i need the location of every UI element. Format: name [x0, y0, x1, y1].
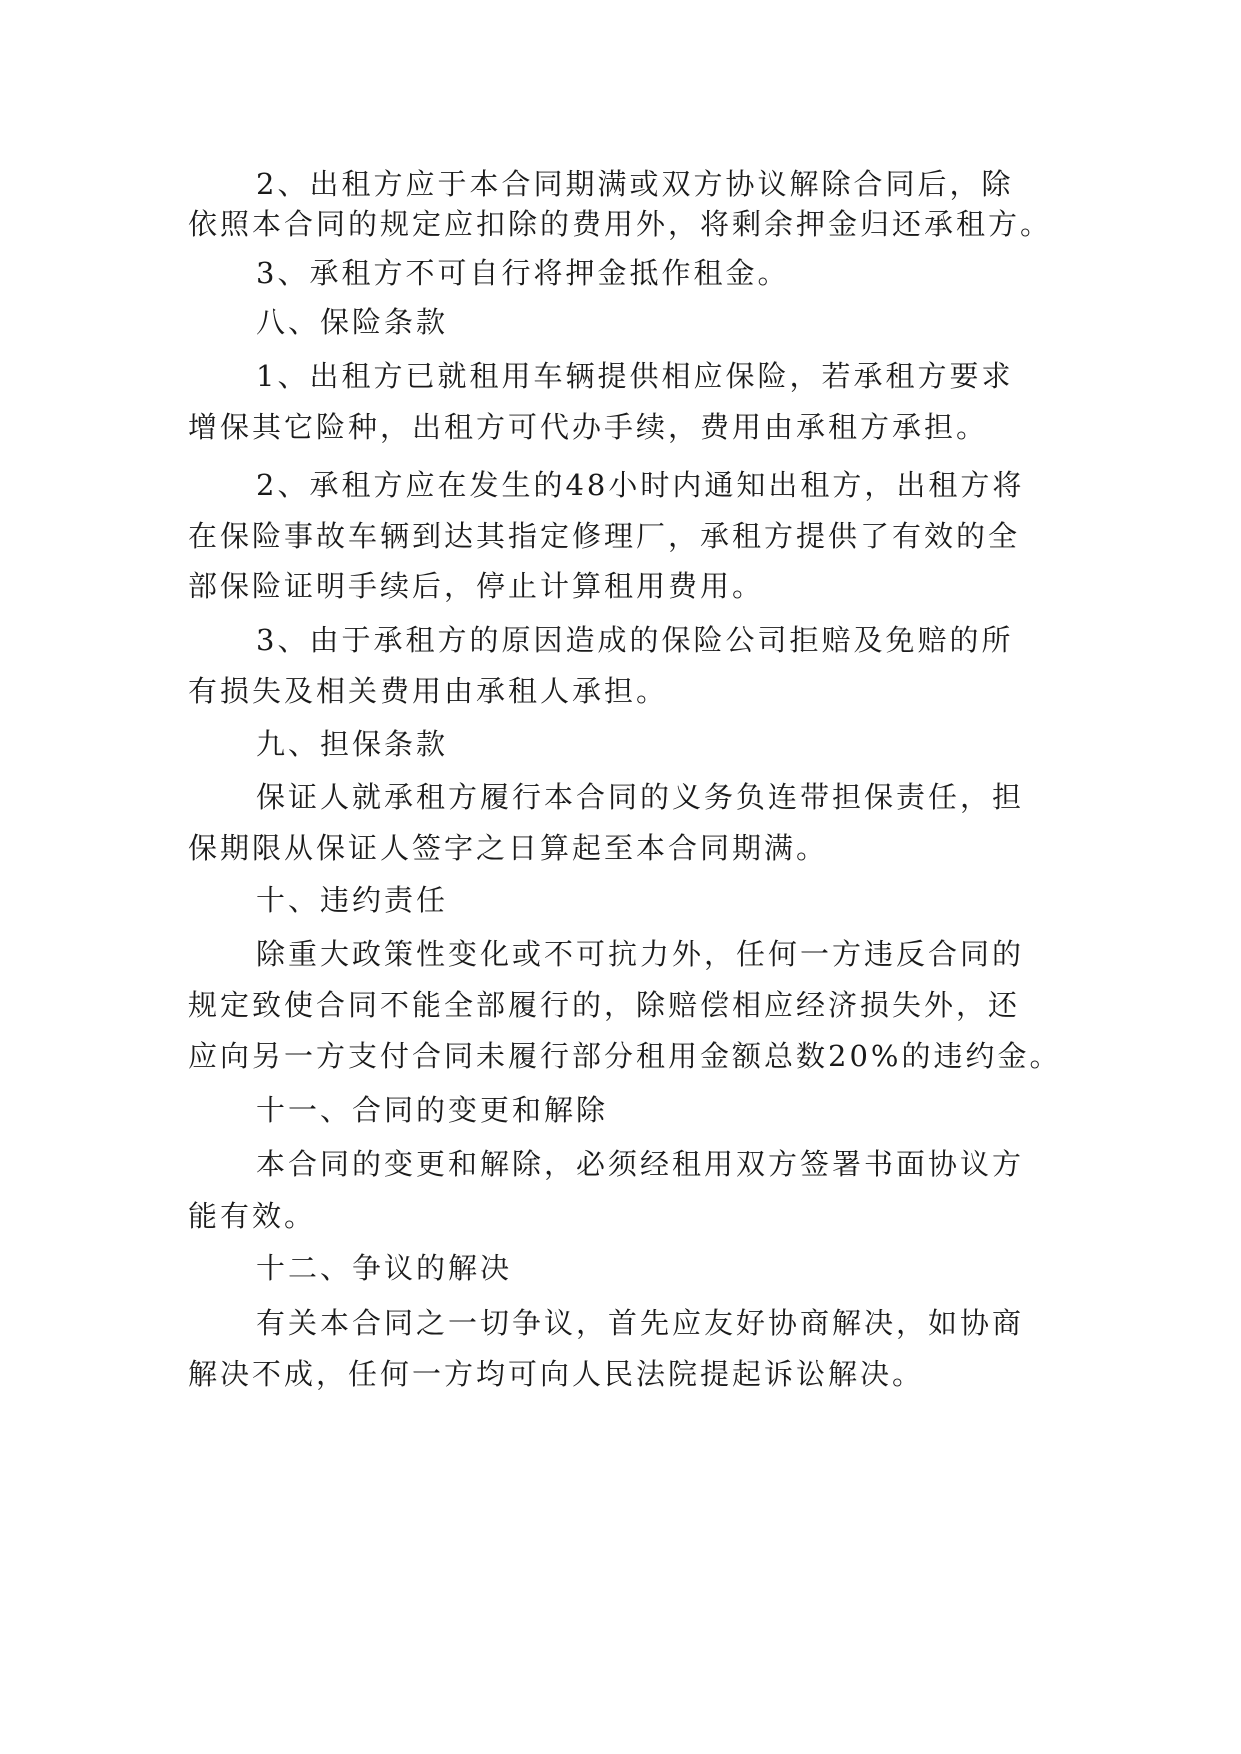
paragraph-line: 有损失及相关费用由承租人承担。: [188, 674, 669, 708]
paragraph-line: 除重大政策性变化或不可抗力外，任何一方违反合同的: [256, 937, 1025, 971]
section-heading: 十一、合同的变更和解除: [256, 1093, 609, 1127]
paragraph-line: 在保险事故车辆到达其指定修理厂，承租方提供了有效的全: [188, 519, 1021, 553]
paragraph-line: 部保险证明手续后，停止计算租用费用。: [188, 569, 765, 603]
paragraph-line: 2、出租方应于本合同期满或双方协议解除合同后，除: [256, 167, 1014, 201]
section-heading: 十、违约责任: [256, 883, 449, 917]
paragraph-line: 有关本合同之一切争议，首先应友好协商解决，如协商: [256, 1306, 1025, 1340]
paragraph-line: 保期限从保证人签字之日算起至本合同期满。: [188, 831, 829, 865]
paragraph-line: 解决不成，任何一方均可向人民法院提起诉讼解决。: [188, 1357, 925, 1391]
paragraph-line: 2、承租方应在发生的48小时内通知出租方，出租方将: [256, 468, 1025, 502]
paragraph-line: 1、出租方已就租用车辆提供相应保险，若承租方要求: [256, 359, 1014, 393]
paragraph-line: 应向另一方支付合同未履行部分租用金额总数20%的违约金。: [188, 1039, 1062, 1073]
paragraph-line: 3、由于承租方的原因造成的保险公司拒赔及免赔的所: [256, 623, 1014, 657]
paragraph-line: 规定致使合同不能全部履行的，除赔偿相应经济损失外，还: [188, 988, 1021, 1022]
section-heading: 九、担保条款: [256, 727, 449, 761]
paragraph-line: 3、承租方不可自行将押金抵作租金。: [256, 256, 790, 290]
paragraph-line: 增保其它险种，出租方可代办手续，费用由承租方承担。: [188, 410, 989, 444]
paragraph-line: 依照本合同的规定应扣除的费用外，将剩余押金归还承租方。: [188, 207, 1053, 241]
section-heading: 八、保险条款: [256, 305, 449, 339]
section-heading: 十二、争议的解决: [256, 1251, 513, 1285]
paragraph-line: 能有效。: [188, 1199, 317, 1233]
paragraph-line: 保证人就承租方履行本合同的义务负连带担保责任，担: [256, 780, 1025, 814]
paragraph-line: 本合同的变更和解除，必须经租用双方签署书面协议方: [256, 1147, 1025, 1181]
